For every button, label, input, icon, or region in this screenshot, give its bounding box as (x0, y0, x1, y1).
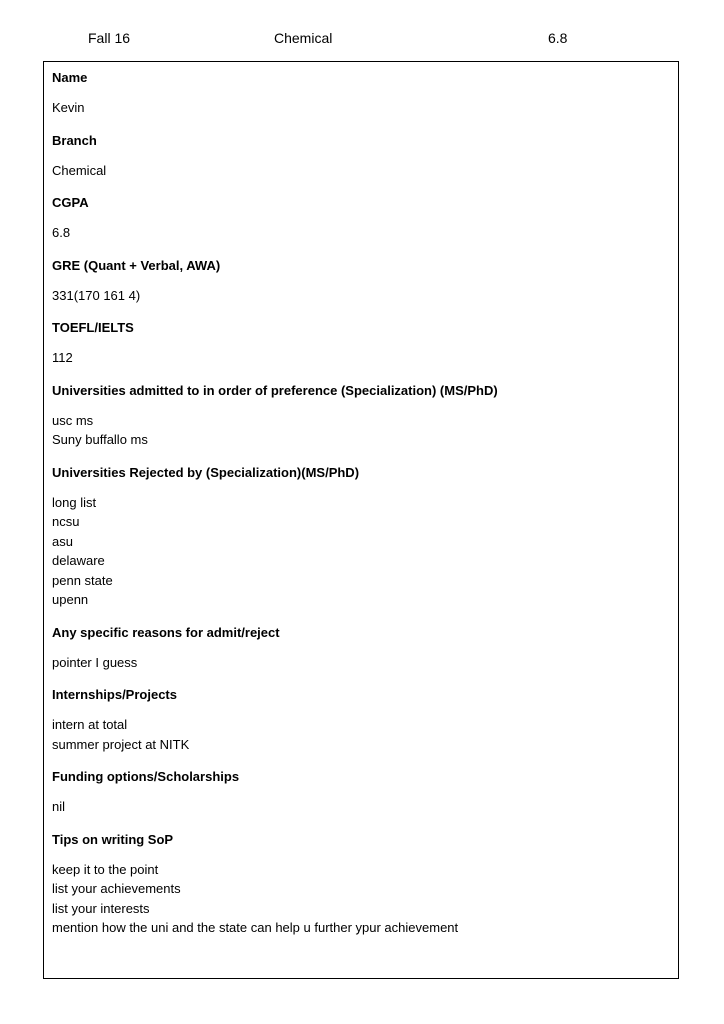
section-value-line: penn state (52, 572, 113, 588)
section-values (52, 653, 670, 673)
section-value-line: 112 (52, 350, 73, 365)
profile-section (52, 69, 670, 118)
section-value-line: 6.8 (52, 225, 71, 240)
section-values (52, 286, 670, 306)
profile-section (52, 194, 670, 243)
section-label: Universities admitted to in order of preference (Specialization) (MS/PhD) (52, 382, 498, 398)
section-label: Universities Rejected by (Specialization)(MS/PhD) (52, 464, 360, 480)
section-label: TOEFL/IELTS (52, 320, 134, 335)
section-values (52, 797, 670, 817)
section-label: Branch (52, 132, 97, 148)
section-value-line: pointer I guess (52, 654, 138, 670)
section-value-line: delaware (52, 553, 105, 568)
section-label: Funding options/Scholarships (52, 769, 240, 784)
header-term: Fall 16 (88, 30, 131, 46)
section-label: CGPA (52, 195, 89, 210)
section-value-line: asu (52, 533, 73, 549)
section-value-line: long list (52, 494, 97, 510)
section-label: Any specific reasons for admit/reject (52, 624, 280, 640)
section-value-line: Chemical (52, 162, 107, 178)
section-value-line: upenn (52, 592, 89, 607)
section-value-line: keep it to the point (52, 861, 159, 877)
profile-section (52, 686, 670, 754)
header-branch: Chemical (274, 30, 333, 46)
section-value-line: ncsu (52, 514, 80, 529)
profile-section (52, 319, 670, 368)
profile-box (43, 61, 679, 979)
section-values (52, 715, 670, 754)
section-label: Name (52, 70, 88, 85)
section-value-line: 331(170 161 4) (52, 287, 141, 303)
section-value-line: mention how the uni and the state can help u further ypur achievement (52, 920, 459, 935)
section-values (52, 348, 670, 368)
page-header (0, 30, 724, 50)
profile-section (52, 382, 670, 450)
section-value-line: Kevin (52, 100, 85, 115)
header-cgpa: 6.8 (548, 30, 568, 46)
profile-section (52, 257, 670, 306)
profile-section (52, 831, 670, 938)
section-value-line: nil (52, 799, 66, 814)
section-label: Internships/Projects (52, 687, 177, 702)
section-value-line: summer project at NITK (52, 736, 190, 752)
section-value-line: intern at total (52, 717, 128, 732)
section-value-line: usc ms (52, 412, 94, 428)
profile-content (52, 69, 670, 952)
section-values (52, 223, 670, 243)
section-value-line: Suny buffallo ms (52, 432, 148, 447)
section-values (52, 860, 670, 938)
section-label: GRE (Quant + Verbal, AWA) (52, 257, 221, 273)
section-label: Tips on writing SoP (52, 831, 174, 847)
profile-section (52, 464, 670, 610)
section-values (52, 98, 670, 118)
profile-section (52, 768, 670, 817)
profile-section (52, 132, 670, 181)
profile-section (52, 624, 670, 673)
section-values (52, 161, 670, 181)
section-value-line: list your interests (52, 900, 150, 916)
section-values (52, 493, 670, 610)
section-values (52, 411, 670, 450)
section-value-line: list your achievements (52, 881, 181, 896)
